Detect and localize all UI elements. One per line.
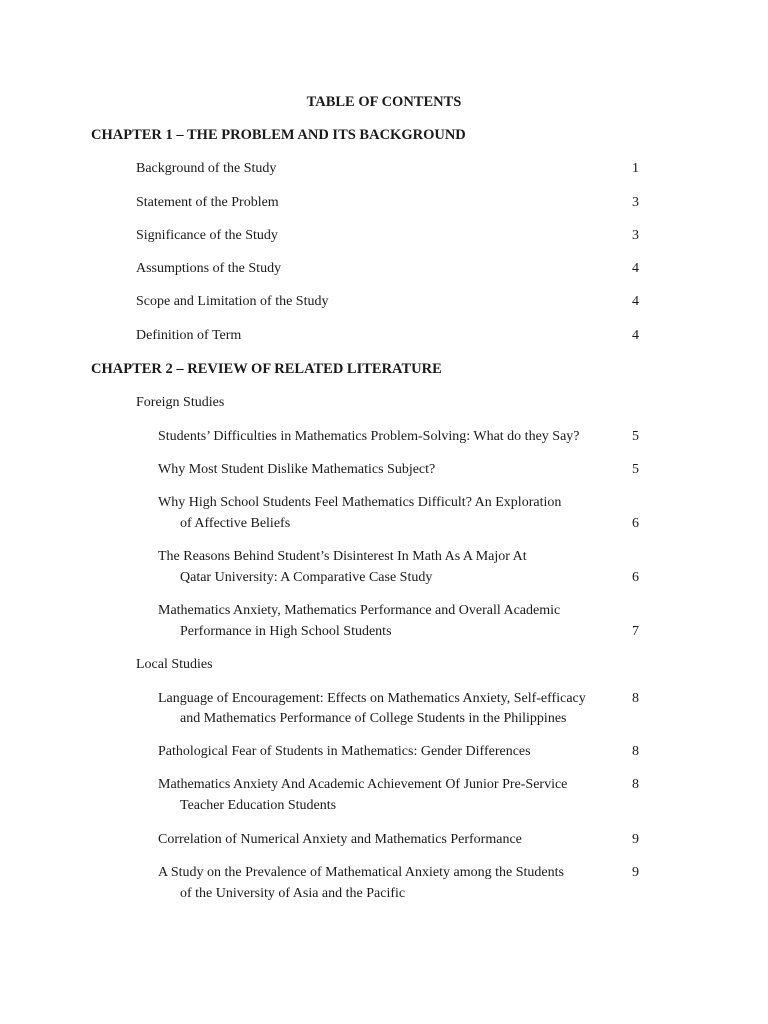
entry-page-number: 5 [632, 429, 639, 444]
entry-page-number: 9 [632, 865, 639, 880]
entry-title-continuation: of the University of Asia and the Pacific [180, 886, 406, 901]
section-label-local-studies: Local Studies [136, 657, 213, 672]
entry-title-continuation: Teacher Education Students [180, 798, 337, 813]
entry-title: Statement of the Problem [136, 195, 279, 210]
entry-page-number: 6 [632, 516, 639, 531]
entry-title: Correlation of Numerical Anxiety and Mathematics Performance [158, 832, 522, 847]
entry-title-continuation: and Mathematics Performance of College Students in the Philippines [180, 711, 567, 726]
chapter-1-title: CHAPTER 1 – THE PROBLEM AND ITS BACKGROUND [91, 127, 466, 143]
entry-title: Assumptions of the Study [136, 261, 282, 276]
entry-page-number: 7 [632, 624, 639, 639]
entry-page-number: 8 [632, 777, 639, 792]
entry-title: Why High School Students Feel Mathematics Difficult? An Exploration [158, 495, 562, 510]
entry-title: Significance of the Study [136, 228, 278, 243]
entry-page-number: 8 [632, 744, 639, 759]
entry-page-number: 8 [632, 691, 639, 706]
toc-heading: TABLE OF CONTENTS [306, 94, 462, 110]
chapter-2-title: CHAPTER 2 – REVIEW OF RELATED LITERATURE [91, 361, 442, 377]
entry-title: Definition of Term [136, 328, 242, 343]
entry-title: Students’ Difficulties in Mathematics Problem-Solving: What do they Say? [158, 429, 580, 444]
entry-page-number: 5 [632, 462, 639, 477]
section-label-foreign-studies: Foreign Studies [136, 395, 225, 410]
entry-page-number: 1 [632, 161, 639, 176]
entry-page-number: 3 [632, 195, 639, 210]
entry-title-continuation: Performance in High School Students [180, 624, 392, 639]
entry-title: Mathematics Anxiety And Academic Achievement Of Junior Pre-Service [158, 777, 568, 792]
entry-page-number: 6 [632, 570, 639, 585]
entry-title-continuation: of Affective Beliefs [180, 516, 291, 531]
entry-page-number: 4 [632, 261, 639, 276]
entry-page-number: 3 [632, 228, 639, 243]
entry-page-number: 4 [632, 328, 639, 343]
entry-page-number: 4 [632, 294, 639, 309]
entry-title: Background of the Study [136, 161, 277, 176]
entry-title: Pathological Fear of Students in Mathematics: Gender Differences [158, 744, 531, 759]
entry-title: A Study on the Prevalence of Mathematical Anxiety among the Students [158, 865, 564, 880]
entry-title-continuation: Qatar University: A Comparative Case Study [180, 570, 433, 585]
entry-title: Mathematics Anxiety, Mathematics Performance and Overall Academic [158, 603, 561, 618]
entry-title: Scope and Limitation of the Study [136, 294, 329, 309]
entry-title: Language of Encouragement: Effects on Mathematics Anxiety, Self-efficacy [158, 691, 586, 706]
entry-title: Why Most Student Dislike Mathematics Subject? [158, 462, 436, 477]
entry-page-number: 9 [632, 832, 639, 847]
entry-title: The Reasons Behind Student’s Disinterest In Math As A Major At [158, 549, 527, 564]
